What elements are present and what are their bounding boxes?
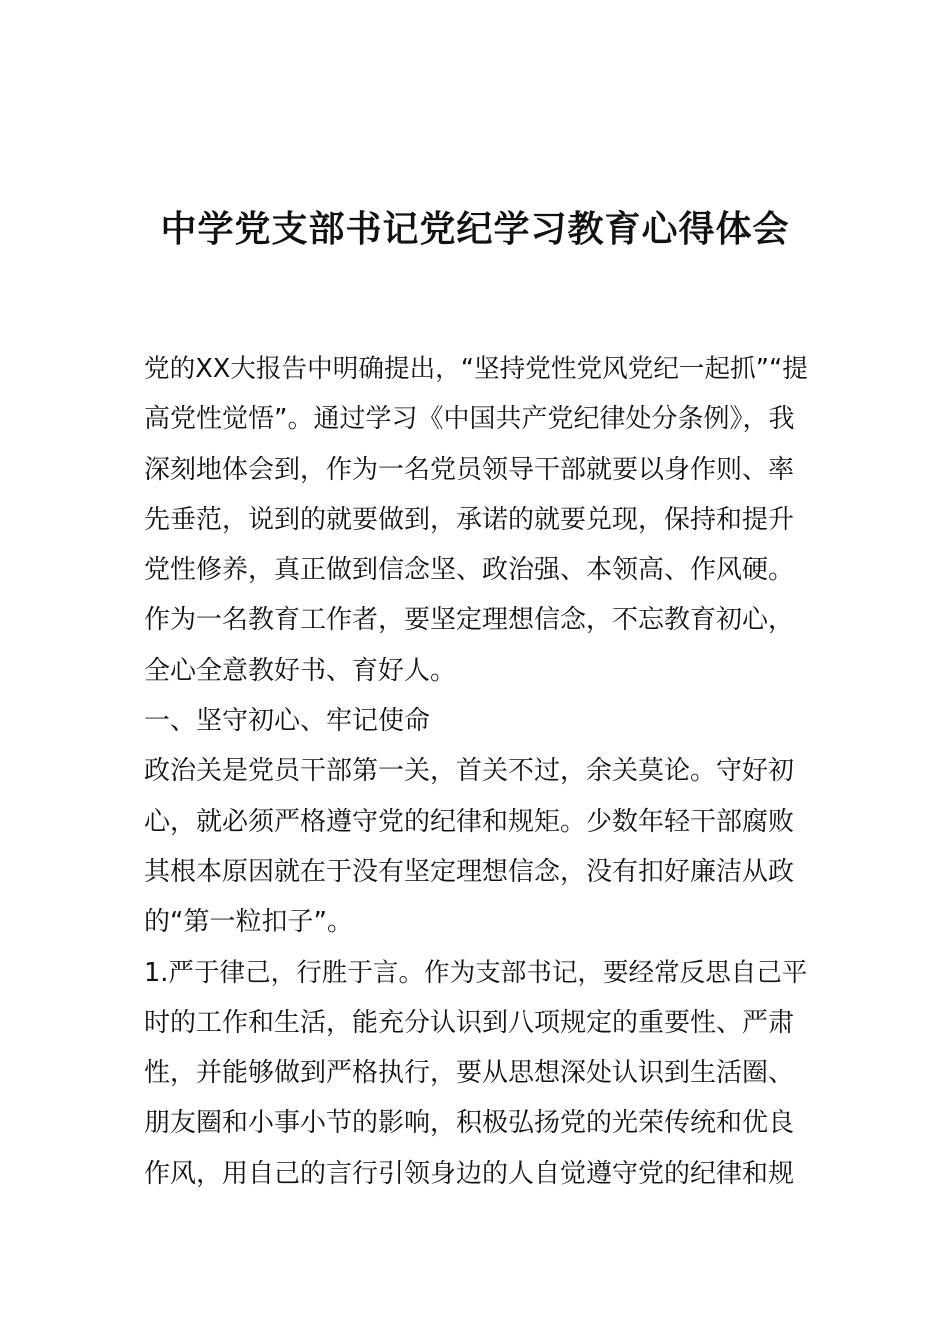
section-heading: 一、坚守初心、牢记使命 [144, 706, 431, 737]
body-line: 作为一名教育工作者，要坚定理想信念，不忘教育初心， [144, 605, 795, 636]
body-line: 作风，用自己的言行引领身边的人自觉遵守党的纪律和规 [144, 1158, 795, 1189]
document-title: 中学党支部书记党纪学习教育心得体会 [160, 209, 790, 250]
body-line: 党的XX大报告中明确提出，“坚持党性党风党纪一起抓”“提 [144, 354, 808, 384]
body-line: 其根本原因就在于没有坚定理想信念，没有扣好廉洁从政 [144, 856, 795, 887]
body-line: 性，并能够做到严格执行，要从思想深处认识到生活圈、 [144, 1058, 795, 1089]
body-line: 时的工作和生活，能充分认识到八项规定的重要性、严肃 [144, 1007, 795, 1038]
body-line: 先垂范，说到的就要做到，承诺的就要兑现，保持和提升 [144, 504, 795, 535]
body-line: 1.严于律己，行胜于言。作为支部书记，要经常反思自己平 [144, 957, 808, 988]
body-line: 的“第一粒扣子”。 [144, 907, 353, 938]
body-line: 高党性觉悟”。通过学习《中国共产党纪律处分条例》，我 [144, 404, 795, 435]
body-line: 深刻地体会到，作为一名党员领导干部就要以身作则、率 [144, 454, 795, 485]
body-line: 党性修养，真正做到信念坚、政治强、本领高、作风硬。 [144, 555, 795, 586]
body-line: 全心全意教好书、育好人。 [144, 655, 457, 686]
body-line: 朋友圈和小事小节的影响，积极弘扬党的光荣传统和优良 [144, 1108, 795, 1139]
body-line: 政治关是党员干部第一关，首关不过，余关莫论。守好初 [144, 756, 795, 787]
body-line: 心，就必须严格遵守党的纪律和规矩。少数年轻干部腐败 [144, 806, 795, 837]
document-body [144, 344, 808, 1199]
